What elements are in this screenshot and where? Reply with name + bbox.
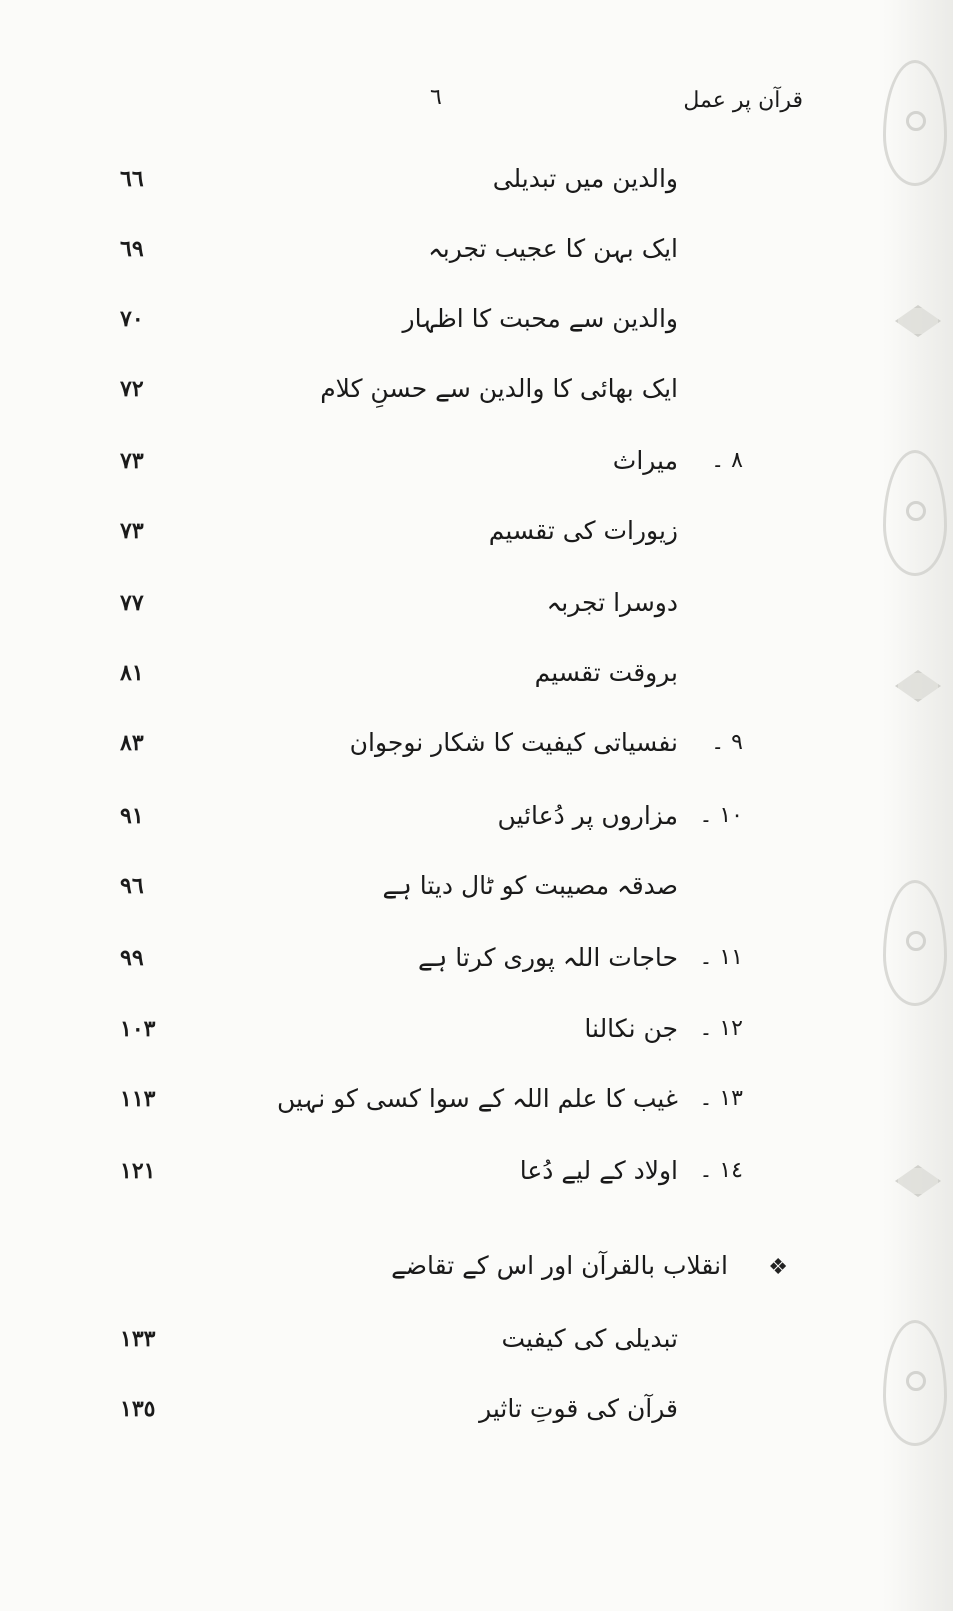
toc-entry (0, 368, 953, 418)
toc-entry-title: میراث (612, 446, 678, 475)
toc-entry (0, 1008, 953, 1058)
toc-entry-title: اولاد کے لیے دُعا (519, 1156, 678, 1185)
toc-page-number: ٦٩ (120, 236, 144, 262)
diamond-bullet-icon: ❖ (768, 1255, 788, 1280)
toc-entry (0, 298, 953, 348)
toc-page-number: ١١٣ (120, 1086, 156, 1112)
toc-entry-title: صدقہ مصیبت کو ٹال دیتا ہے (382, 871, 678, 900)
toc-page-number: ٨٣ (120, 730, 144, 756)
toc-chapter-number: ٩ ۔ (711, 730, 743, 755)
toc-page-number: ٧٣ (120, 448, 144, 474)
toc-entry-title: ایک بہن کا عجیب تجربہ (428, 234, 678, 263)
toc-chapter-number: ٨ ۔ (711, 448, 743, 473)
toc-entry-title: والدین سے محبت کا اظہار (402, 304, 678, 333)
toc-page-number: ٧٣ (120, 518, 144, 544)
toc-entry (0, 582, 953, 632)
toc-page-number: ٦٦ (120, 166, 144, 192)
section-title: انقلاب بالقرآن اور اس کے تقاضے (391, 1251, 728, 1280)
toc-entry (0, 1318, 953, 1368)
toc-entry-title: قرآن کی قوتِ تاثیر (479, 1394, 678, 1423)
running-header-title: قرآن پر عمل (683, 88, 803, 113)
toc-entry-title: بروقت تقسیم (534, 658, 678, 687)
toc-page-number: ٧٢ (120, 376, 144, 402)
toc-page-number: ٩٦ (120, 873, 144, 899)
toc-entry-title: ایک بھائی کا والدین سے حسنِ کلام (320, 374, 678, 403)
toc-page-number: ٨١ (120, 660, 144, 686)
toc-page-number: ٧٠ (120, 306, 144, 332)
toc-entry-title: غیب کا علم اللہ کے سوا کسی کو نہیں (277, 1084, 678, 1113)
toc-chapter-number: ١٠ ۔ (699, 803, 743, 828)
toc-page-number: ٩٩ (120, 945, 144, 971)
toc-entry (0, 1078, 953, 1128)
toc-chapter-number: ١١ ۔ (699, 945, 743, 970)
toc-page-number: ١٣٥ (120, 1396, 156, 1422)
toc-entry (0, 1150, 953, 1200)
toc-entry-title: والدین میں تبدیلی (492, 164, 678, 193)
toc-entry (0, 722, 953, 772)
toc-entry-title: نفسیاتی کیفیت کا شکار نوجوان (349, 728, 678, 757)
toc-section-heading (0, 1245, 953, 1295)
toc-entry (0, 937, 953, 987)
page-number: ٦ (430, 85, 442, 110)
toc-page-number: ١٣٣ (120, 1326, 156, 1352)
toc-entry-title: تبدیلی کی کیفیت (501, 1324, 678, 1353)
toc-page-number: ٩١ (120, 803, 144, 829)
toc-entry (0, 865, 953, 915)
toc-entry-title: دوسرا تجربہ (546, 588, 678, 617)
toc-page-number: ١٠٣ (120, 1016, 156, 1042)
toc-entry-title: مزاروں پر دُعائیں (497, 801, 678, 830)
toc-chapter-number: ١٣ ۔ (699, 1086, 743, 1111)
toc-entry (0, 158, 953, 208)
toc-entry (0, 795, 953, 845)
toc-entry (0, 510, 953, 560)
toc-entry-title: زیورات کی تقسیم (488, 516, 678, 545)
toc-entry-title: جن نکالنا (584, 1014, 678, 1043)
toc-chapter-number: ١٤ ۔ (699, 1158, 743, 1183)
toc-entry (0, 652, 953, 702)
toc-entry (0, 228, 953, 278)
toc-chapter-number: ١٢ ۔ (699, 1016, 743, 1041)
toc-entry-title: حاجات اللہ پوری کرتا ہے (417, 943, 678, 972)
toc-page-number: ٧٧ (120, 590, 144, 616)
toc-page-number: ١٢١ (120, 1158, 156, 1184)
toc-entry (0, 1388, 953, 1438)
toc-entry (0, 440, 953, 490)
